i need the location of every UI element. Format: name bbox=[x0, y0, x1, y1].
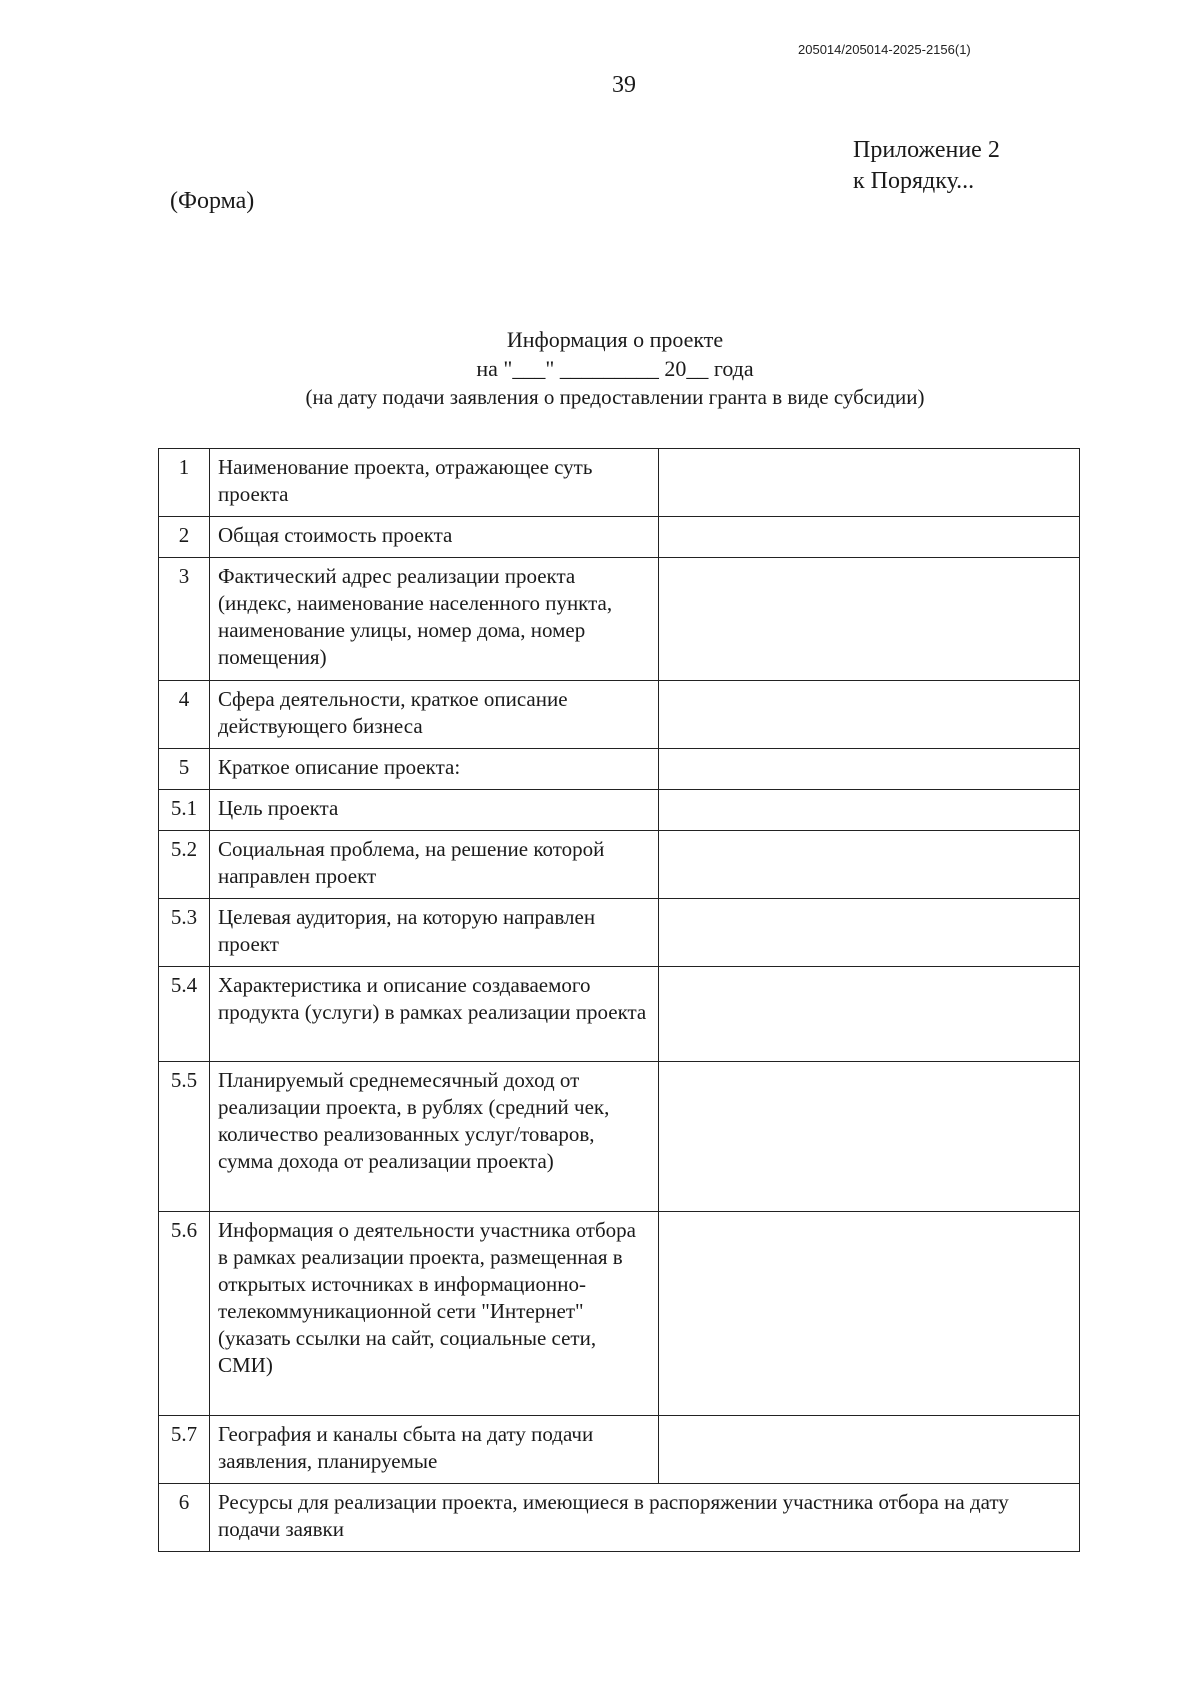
row-value-cell[interactable] bbox=[659, 1212, 1080, 1416]
row-label: Цель проекта bbox=[210, 790, 659, 831]
row-value-cell[interactable] bbox=[659, 749, 1080, 790]
row-label: Информация о деятельности участника отбора в рамках реализации проекта, размещенная в открытых источниках в информационно-телекоммуникационной сети "Интернет" (указать ссылки на сайт, социальные сети, СМИ) bbox=[210, 1212, 659, 1416]
table-row bbox=[159, 681, 1080, 749]
table-row bbox=[159, 749, 1080, 790]
table-row bbox=[159, 1212, 1080, 1416]
row-number: 3 bbox=[159, 558, 210, 681]
row-value-cell[interactable] bbox=[659, 681, 1080, 749]
row-label: Социальная проблема, на решение которой направлен проект bbox=[210, 831, 659, 899]
row-number: 5 bbox=[159, 749, 210, 790]
row-label: Сфера деятельности, краткое описание действующего бизнеса bbox=[210, 681, 659, 749]
title-subtitle: (на дату подачи заявления о предоставлении гранта в виде субсидии) bbox=[305, 385, 925, 409]
row-label: Характеристика и описание создаваемого продукта (услуги) в рамках реализации проекта bbox=[210, 967, 659, 1062]
table-row bbox=[159, 558, 1080, 681]
appendix-line-2: к Порядку... bbox=[853, 168, 975, 194]
row-value-cell[interactable] bbox=[659, 790, 1080, 831]
row-number: 6 bbox=[159, 1484, 210, 1552]
table-row bbox=[159, 790, 1080, 831]
table-row-resources bbox=[159, 1484, 1080, 1552]
project-info-table bbox=[158, 448, 1080, 1552]
row-label: Планируемый среднемесячный доход от реализации проекта, в рублях (средний чек, количество реализованных услуг/товаров, сумма дохода от реализации проекта) bbox=[210, 1062, 659, 1212]
row-value-cell[interactable] bbox=[659, 1062, 1080, 1212]
row-label: Фактический адрес реализации проекта (индекс, наименование населенного пункта, наименование улицы, номер дома, номер помещения) bbox=[210, 558, 659, 681]
row-value-cell[interactable] bbox=[659, 1416, 1080, 1484]
form-label: (Форма) bbox=[170, 188, 255, 214]
row-value-cell[interactable] bbox=[659, 967, 1080, 1062]
row-value-cell[interactable] bbox=[659, 831, 1080, 899]
row-label: Целевая аудитория, на которую направлен проект bbox=[210, 899, 659, 967]
table-row bbox=[159, 899, 1080, 967]
row-number: 5.6 bbox=[159, 1212, 210, 1416]
appendix-note bbox=[853, 135, 1000, 197]
document-code: 205014/205014-2025-2156(1) bbox=[798, 42, 971, 57]
row-number: 5.7 bbox=[159, 1416, 210, 1484]
row-label: География и каналы сбыта на дату подачи заявления, планируемые bbox=[210, 1416, 659, 1484]
row-value-cell[interactable] bbox=[659, 558, 1080, 681]
table-row bbox=[159, 517, 1080, 558]
row-number: 1 bbox=[159, 449, 210, 517]
row-label: Общая стоимость проекта bbox=[210, 517, 659, 558]
row-number: 5.3 bbox=[159, 899, 210, 967]
row-number: 5.1 bbox=[159, 790, 210, 831]
page-number: 39 bbox=[612, 72, 636, 98]
row-value-cell[interactable] bbox=[659, 899, 1080, 967]
row-number: 5.4 bbox=[159, 967, 210, 1062]
title-line-1: Информация о проекте bbox=[506, 327, 724, 352]
row-number: 5.2 bbox=[159, 831, 210, 899]
row-number: 4 bbox=[159, 681, 210, 749]
table-row bbox=[159, 449, 1080, 517]
table-row bbox=[159, 967, 1080, 1062]
document-title bbox=[150, 325, 1080, 412]
table-row bbox=[159, 1062, 1080, 1212]
row-number: 2 bbox=[159, 517, 210, 558]
appendix-line-1: Приложение 2 bbox=[853, 137, 1000, 163]
row-label: Ресурсы для реализации проекта, имеющиеся в распоряжении участника отбора на дату подачи заявки bbox=[210, 1484, 1080, 1552]
title-date-line: на "___" _________ 20__ года bbox=[476, 356, 754, 381]
table-row bbox=[159, 831, 1080, 899]
row-value-cell[interactable] bbox=[659, 449, 1080, 517]
row-label: Наименование проекта, отражающее суть проекта bbox=[210, 449, 659, 517]
row-label: Краткое описание проекта: bbox=[210, 749, 659, 790]
table-row bbox=[159, 1416, 1080, 1484]
row-value-cell[interactable] bbox=[659, 517, 1080, 558]
row-number: 5.5 bbox=[159, 1062, 210, 1212]
